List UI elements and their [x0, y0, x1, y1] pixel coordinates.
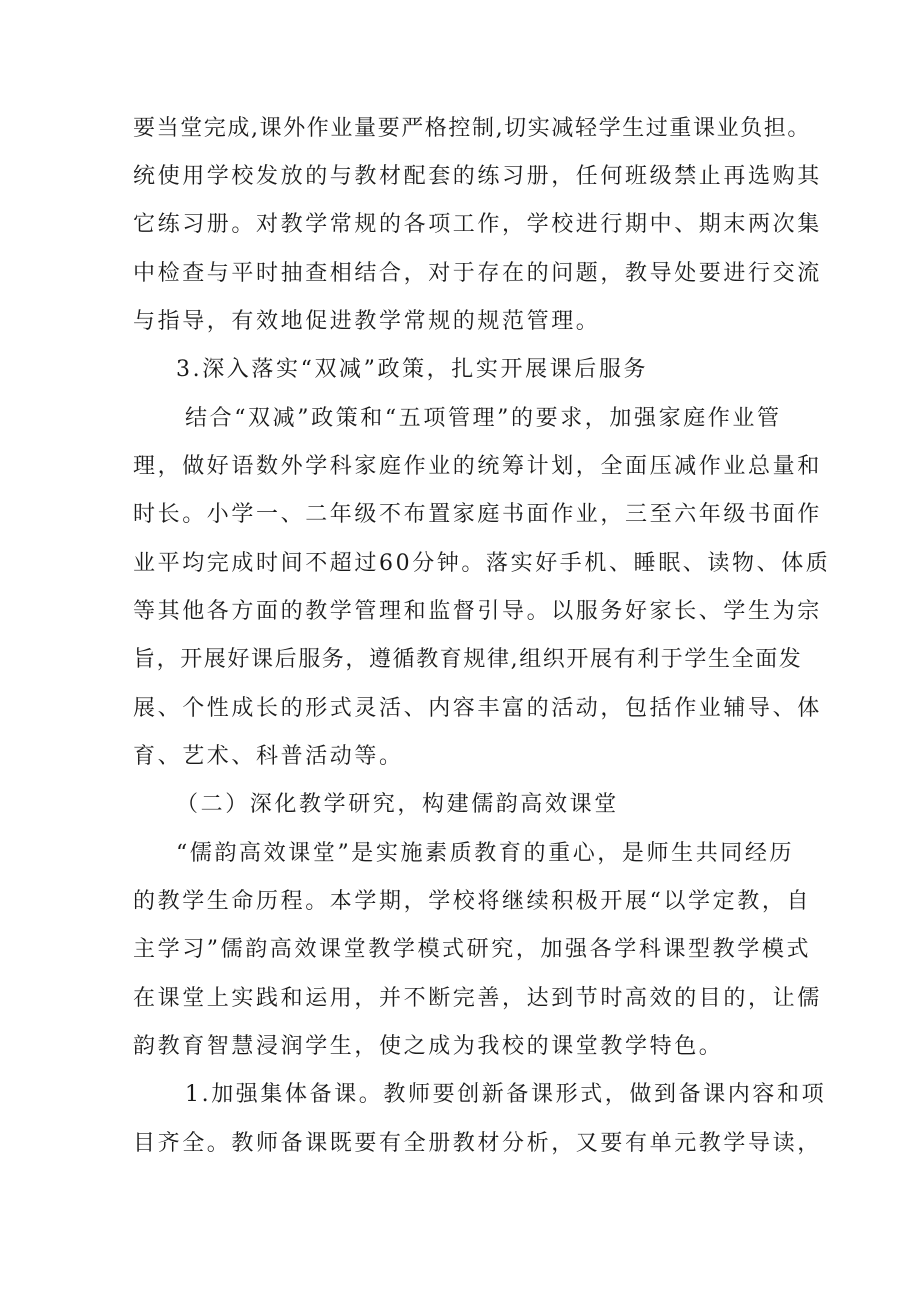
text-line: 育、艺术、科普活动等。 [133, 744, 404, 769]
text-line: 主学习”儒韵高效课堂教学模式研究，加强各学科课型教学模式 [133, 937, 812, 962]
text-line: 时长。小学一、二年级不布置家庭书面作业，三至六年级书面作 [133, 502, 822, 527]
section-heading: （二）深化教学研究，构建儒韵高效课堂 [176, 792, 619, 817]
text-line: 它练习册。对教学常规的各项工作，学校进行期中、期末两次集 [133, 212, 822, 237]
text-line: 要当堂完成,课外作业量要严格控制,切实减轻学生过重课业负担。 [133, 116, 811, 141]
text-line: “儒韵高效课堂”是实施素质教育的重心，是师生共同经历 [176, 841, 795, 866]
text-line: 展、个性成长的形式灵活、内容丰富的活动，包括作业辅导、体 [133, 696, 822, 721]
text-line: 中检查与平时抽查相结合，对于存在的问题，教导处要进行交流 [133, 261, 822, 286]
text-line: 的教学生命历程。本学期，学校将继续积极开展“以学定教，自 [133, 889, 812, 914]
text-line: 统使用学校发放的与教材配套的练习册，任何班级禁止再选购其 [133, 164, 822, 189]
text-line: 在课堂上实践和运用，并不断完善，达到节时高效的目的，让儒 [133, 986, 822, 1011]
text-line: 目齐全。教师备课既要有全册教材分析，又要有单元教学导读， [133, 1131, 822, 1156]
text-line: 业平均完成时间不超过60分钟。落实好手机、睡眠、读物、体质 [133, 551, 831, 576]
text-line: 与指导，有效地促进教学常规的规范管理。 [133, 309, 601, 334]
text-line: 1.加强集体备课。教师要创新备课形式，做到备课内容和项 [185, 1082, 827, 1107]
text-line: 韵教育智慧浸润学生，使之成为我校的课堂教学特色。 [133, 1034, 724, 1059]
section-heading: 3.深入落实“双减”政策，扎实开展课后服务 [176, 357, 649, 382]
text-line: 结合“双减”政策和“五项管理”的要求，加强家庭作业管 [185, 406, 782, 431]
text-line: 理，做好语数外学科家庭作业的统筹计划，全面压减作业总量和 [133, 454, 822, 479]
text-line: 等其他各方面的教学管理和监督引导。以服务好家长、学生为宗 [133, 599, 822, 624]
text-line: 旨，开展好课后服务，遵循教育规律,组织开展有利于学生全面发 [133, 647, 803, 672]
